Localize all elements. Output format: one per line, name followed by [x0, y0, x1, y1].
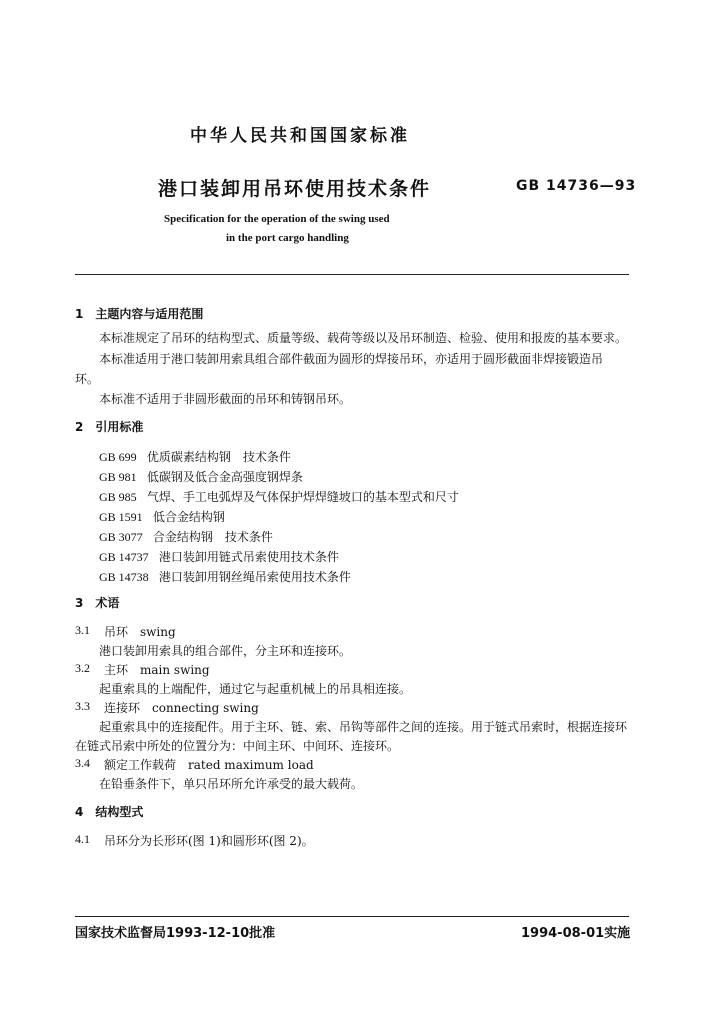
term-3-3-name: 连接环 connecting swing: [104, 701, 259, 715]
reference-code: GB 14738: [99, 570, 149, 584]
standard-number: GB 14736—93: [516, 178, 637, 194]
reference-code: GB 3077: [99, 530, 143, 544]
reference-title: 优质碳素结构钢 技术条件: [146, 450, 291, 464]
section-1-para-2-line-2: 环。: [75, 372, 100, 386]
national-standard-label: 中华人民共和国国家标准: [190, 126, 410, 146]
section-1-para-1: 本标准规定了吊环的结构型式、质量等级、载荷等级以及吊环制造、检验、使用和报废的基本要求。: [99, 331, 628, 345]
reference-item: [99, 486, 459, 505]
term-3-3-definition-line-1: 起重索具中的连接配件。用于主环、链、索、吊钩等部件之间的连接。用于链式吊索时，根据连接环: [99, 720, 628, 734]
clause-4-1-number: 4.1: [75, 832, 90, 846]
section-3-heading: 3 术语: [75, 596, 120, 610]
reference-item: [99, 566, 351, 585]
reference-title: 港口装卸用链式吊索使用技术条件: [158, 550, 339, 564]
reference-item: [99, 526, 273, 545]
reference-code: GB 699: [99, 450, 137, 464]
reference-title: 低碳钢及低合金高强度钢焊条: [146, 470, 303, 484]
header-divider: [75, 274, 629, 275]
term-3-2-name: 主环 main swing: [104, 663, 210, 677]
term-3-1-name: 吊环 swing: [104, 625, 176, 639]
reference-title: 港口装卸用钢丝绳吊索使用技术条件: [158, 570, 351, 584]
clause-4-1-text: 吊环分为长形环(图 1)和圆形环(图 2)。: [104, 834, 314, 848]
implementation-date: 1994-08-01实施: [521, 926, 631, 941]
reference-item: [99, 466, 303, 485]
footer-divider: [75, 916, 629, 917]
approval-date: 国家技术监督局1993-12-10批准: [75, 926, 276, 941]
reference-item: [99, 446, 291, 465]
english-title-line1: Specification for the operation of the swing used: [164, 213, 390, 225]
term-3-1-definition: 港口装卸用索具的组合部件，分主环和连接环。: [99, 644, 352, 658]
reference-code: GB 1591: [99, 510, 143, 524]
reference-item: [99, 546, 339, 565]
term-3-2-number: 3.2: [75, 661, 90, 675]
section-4-heading: 4 结构型式: [75, 805, 144, 819]
term-3-1-number: 3.1: [75, 623, 90, 637]
document-title: 港口装卸用吊环使用技术条件: [158, 178, 432, 200]
reference-title: 合金结构钢 技术条件: [152, 530, 273, 544]
term-3-2-definition: 起重索具的上端配件，通过它与起重机械上的吊具相连接。: [99, 682, 412, 696]
reference-title: 气焊、手工电弧焊及气体保护焊焊缝坡口的基本型式和尺寸: [146, 490, 459, 504]
term-3-3-number: 3.3: [75, 699, 90, 713]
reference-title: 低合金结构钢: [152, 510, 225, 524]
section-1-heading: 1 主题内容与适用范围: [75, 307, 204, 321]
term-3-4-definition: 在铅垂条件下，单只吊环所允许承受的最大载荷。: [99, 777, 364, 791]
reference-code: GB 985: [99, 490, 137, 504]
reference-item: [99, 506, 225, 525]
term-3-4-number: 3.4: [75, 756, 90, 770]
term-3-3-definition-line-2: 在链式吊索中所处的位置分为：中间主环、中间环、连接环。: [75, 739, 400, 753]
section-1-para-3: 本标准不适用于非圆形截面的吊环和铸钢吊环。: [99, 392, 352, 406]
reference-code: GB 981: [99, 470, 137, 484]
reference-code: GB 14737: [99, 550, 149, 564]
section-1-para-2-line-1: 本标准适用于港口装卸用索具组合部件截面为圆形的焊接吊环，亦适用于圆形截面非焊接锻造吊: [99, 352, 604, 366]
section-2-heading: 2 引用标准: [75, 420, 144, 434]
term-3-4-name: 额定工作载荷 rated maximum load: [104, 758, 314, 772]
english-title-line2: in the port cargo handling: [226, 232, 349, 244]
